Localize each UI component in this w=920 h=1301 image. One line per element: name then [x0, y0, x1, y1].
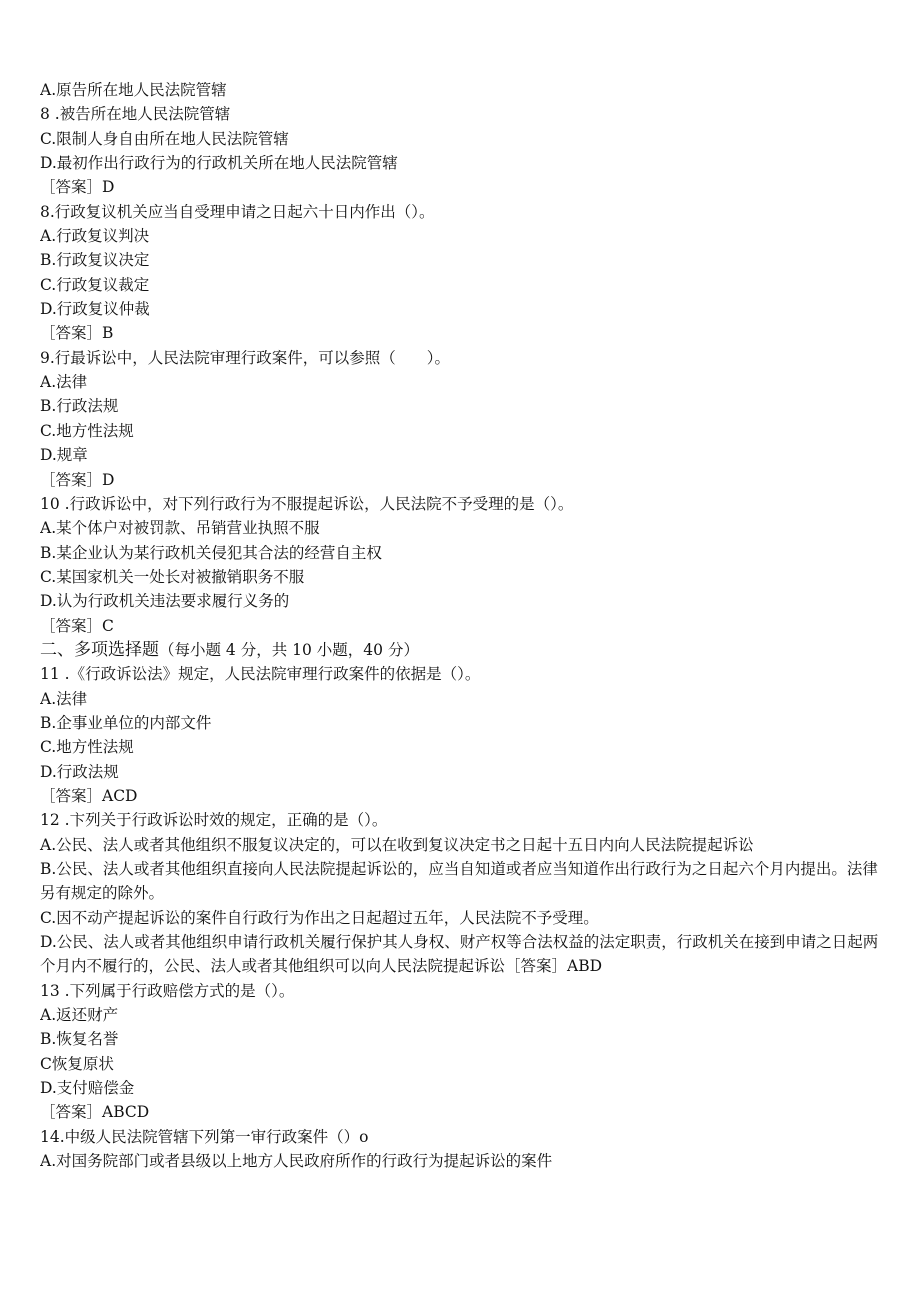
answer-line: ［答案］ABCD [40, 1103, 150, 1122]
question-line: 9.行最诉讼中，人民法院审理行政案件，可以参照（ ）。 [40, 348, 451, 367]
question-line: 12 .卞列关于行政诉讼时效的规定，正确的是（）。 [40, 811, 388, 830]
option-line: A.公民、法人或者其他组织不服复议决定的，可以在收到复议决定书之日起十五日内向人民法院提起诉讼 [40, 835, 754, 854]
text-line: 8 .被告所在地人民法院管辖 [40, 105, 231, 124]
text-line: C.限制人身自由所在地人民法院管辖 [40, 129, 289, 148]
section-note: （每小题 4 分，共 10 小题，40 分） [159, 640, 419, 659]
option-line: D.规章 [40, 446, 88, 465]
option-line: D.公民、法人或者其他组织申请行政机关履行保护其人身权、财产权等合法权益的法定职责，行政机关在接到申请之日起两个月内不履行的，公民、法人或者其他组织可以向人民法院提起诉讼［答案］ABD [40, 933, 879, 976]
option-line: D.行政法规 [40, 762, 119, 781]
question-line: 13 .下列属于行政赔偿方式的是（）。 [40, 981, 295, 1000]
option-line: A.法律 [40, 373, 88, 392]
option-line: A.法律 [40, 689, 88, 708]
question-line: 11 .《行政诉讼法》规定，人民法院审理行政案件的依据是（）。 [40, 665, 481, 684]
document-body [40, 78, 880, 1173]
option-line: D.支付赔偿金 [40, 1079, 135, 1098]
option-line: C.某国家机关一处长对被撤销职务不服 [40, 567, 305, 586]
answer-line: ［答案］C [40, 616, 114, 635]
option-line: B.行政复议决定 [40, 251, 150, 270]
option-line: C.行政复议裁定 [40, 275, 150, 294]
option-line: A.某个体户对被罚款、吊销营业执照不服 [40, 519, 320, 538]
answer-line: ［答案］D [40, 470, 115, 489]
option-line: B.企事业单位的内部文件 [40, 713, 212, 732]
option-line: A.返还财产 [40, 1006, 119, 1025]
section-heading [40, 638, 880, 662]
question-line: 10 .行政诉讼中，对下列行政行为不服提起诉讼，人民法院不予受理的是（）。 [40, 494, 574, 513]
answer-line: ［答案］ACD [40, 786, 138, 805]
text-line: A.原告所在地人民法院管辖 [40, 81, 227, 99]
option-line: A.行政复议判决 [40, 227, 150, 246]
option-line: C.地方性法规 [40, 421, 134, 440]
answer-line: ［答案］B [40, 324, 114, 343]
answer-line: ［答案］D [40, 178, 115, 197]
option-line: D.认为行政机关违法要求履行义务的 [40, 592, 290, 611]
option-line: B.行政法规 [40, 397, 119, 416]
question-line: 8.行政复议机关应当自受理申请之日起六十日内作出（）。 [40, 202, 435, 221]
option-line: B.公民、法人或者其他组织直接向人民法院提起诉讼的，应当自知道或者应当知道作出行政行为之日起六个月内提出。法律另有规定的除外。 [40, 860, 878, 903]
option-line: B.恢复名誉 [40, 1030, 119, 1049]
section-title: 二、多项选择题 [40, 639, 159, 660]
option-line: C.因不动产提起诉讼的案件自行政行为作出之日起超过五年，人民法院不予受理。 [40, 908, 599, 927]
option-line: D.行政复议仲裁 [40, 300, 150, 319]
text-line: D.最初作出行政行为的行政机关所在地人民法院管辖 [40, 154, 398, 173]
option-line: C.地方性法规 [40, 738, 134, 757]
option-line: B.某企业认为某行政机关侵犯其合法的经营自主权 [40, 543, 382, 562]
option-line: A.对国务院部门或者县级以上地方人民政府所作的行政行为提起诉讼的案件 [40, 1152, 553, 1171]
question-line: 14.中级人民法院管辖下列第一审行政案件（）o [40, 1127, 369, 1146]
option-line: C恢复原状 [40, 1054, 114, 1073]
